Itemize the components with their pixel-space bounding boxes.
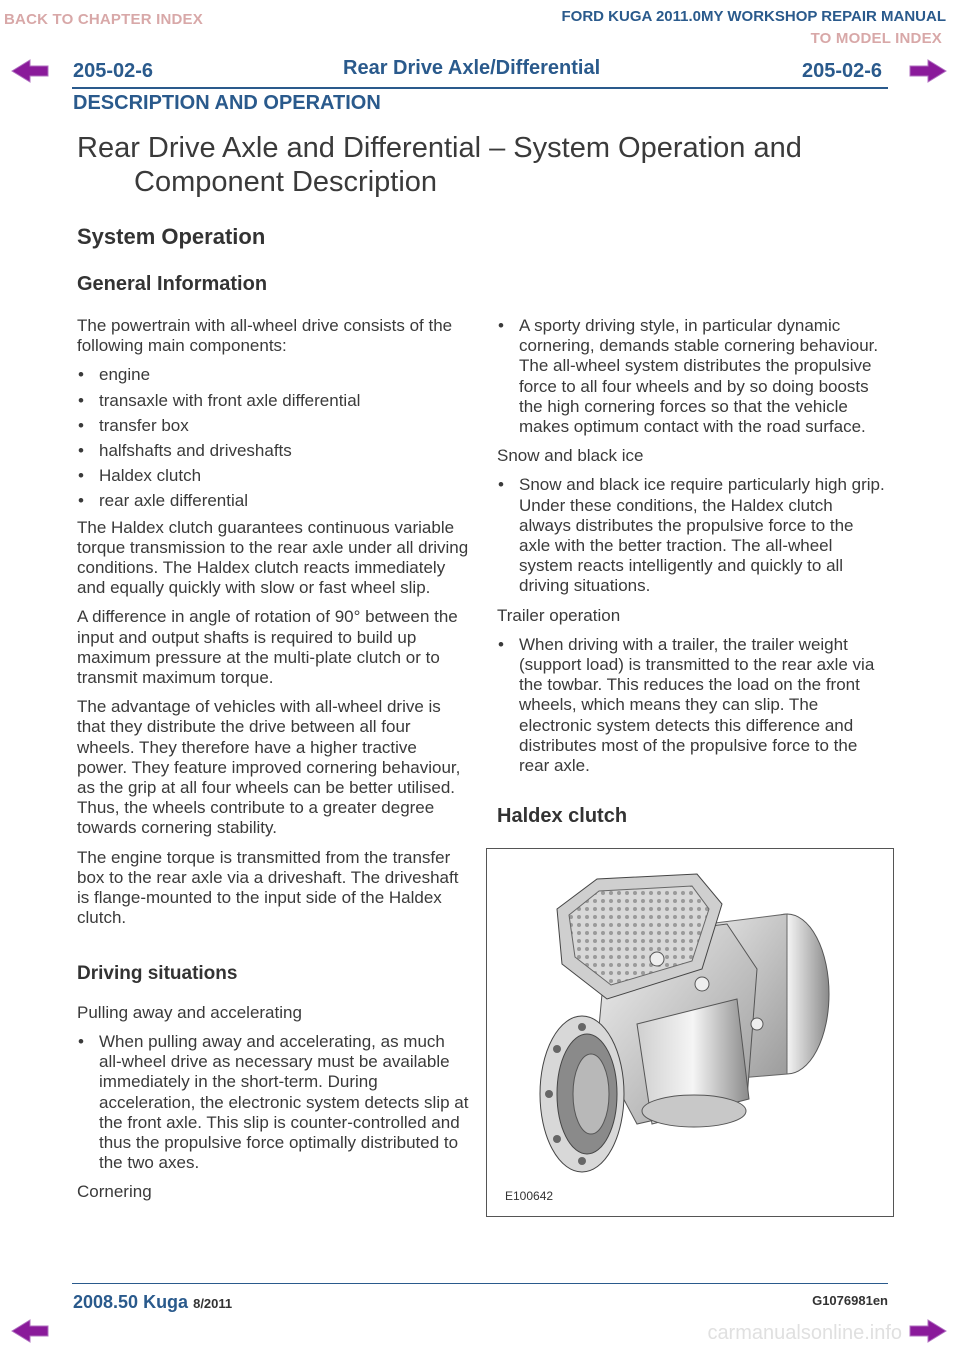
- list-item: • rear axle differential: [77, 491, 469, 511]
- paragraph: Cornering: [77, 1182, 152, 1202]
- list-item: • engine: [77, 365, 469, 385]
- section-title: Rear Drive Axle/Differential: [343, 57, 601, 79]
- footer-doc-code: G1076981en: [812, 1293, 888, 1308]
- back-to-chapter-link[interactable]: BACK TO CHAPTER INDEX: [4, 11, 203, 28]
- system-operation-heading: System Operation: [77, 224, 266, 249]
- page-title: [77, 131, 802, 199]
- paragraph: Trailer operation: [497, 605, 621, 625]
- paragraph: Snow and black ice: [497, 446, 644, 466]
- list-item: • Haldex clutch: [77, 466, 469, 486]
- paragraph: The engine torque is transmitted from the transfer box to the rear axle via a driveshaft. The driveshaft is flange-mounted to the input side of the Haldex clutch.: [77, 847, 459, 928]
- paragraph: A difference in angle of rotation of 90° between the input and output shafts is required to build up maximum pressure at the multi-plate clutch or to transmit maximum torque.: [77, 607, 458, 688]
- haldex-clutch-illustration: [487, 849, 893, 1216]
- list-item: • Snow and black ice require particularly high grip. Under these conditions, the Haldex clutch always distributes the propulsive force to the axle with the better traction. The all-wheel system reacts intelligently and quickly to all driving situations.: [497, 475, 889, 596]
- footer-date: 8/2011: [193, 1296, 233, 1311]
- right-column: [497, 316, 889, 785]
- list-item: • When pulling away and accelerating, as much all-wheel drive as necessary must be available immediately in the short-term. During acceleration, the electronic system detects slip at the front axle. This slip is counter-controlled and thus the propulsive force optimally distributed to the two axes.: [77, 1032, 469, 1173]
- driving-situations-heading: Driving situations: [77, 963, 238, 985]
- page-title-line1: Rear Drive Axle and Differential – System Operation and: [77, 132, 802, 164]
- page-code-right: 205-02-6: [802, 60, 883, 82]
- footer-model-name: 2008.50 Kuga: [73, 1292, 189, 1312]
- bullet-list: [497, 316, 889, 437]
- general-information-heading: General Information: [77, 273, 268, 295]
- section-subheading: DESCRIPTION AND OPERATION: [73, 92, 381, 114]
- haldex-clutch-heading: Haldex clutch: [497, 805, 628, 827]
- footer-model: [73, 1292, 232, 1313]
- paragraph: Pulling away and accelerating: [77, 1002, 302, 1022]
- next-page-arrow-icon[interactable]: [908, 58, 948, 84]
- page-code-left: 205-02-6: [73, 60, 154, 82]
- next-page-arrow-icon[interactable]: [908, 1318, 948, 1344]
- footer-rule: [72, 1283, 888, 1284]
- to-model-index-link[interactable]: TO MODEL INDEX: [810, 30, 942, 47]
- components-list: [77, 365, 469, 511]
- list-item: • When driving with a trailer, the trailer weight (support load) is transmitted to the rear axle via the towbar. This reduces the load on the front wheels, which means they can slip. The electronic system detects this difference and distributes most of the propulsive force to the rear axle.: [497, 635, 889, 776]
- paragraph: The Haldex clutch guarantees continuous variable torque transmission to the rear axle under all driving conditions. The Haldex clutch reacts immediately and equally quickly with slow or fast wheel slip.: [77, 517, 469, 598]
- header-rule: [72, 87, 888, 89]
- previous-page-arrow-icon[interactable]: [10, 58, 50, 84]
- bullet-list: [497, 635, 889, 776]
- bullet-list: [497, 475, 889, 596]
- list-item: • A sporty driving style, in particular dynamic cornering, demands stable cornering behaviour. The all-wheel system distributes the propulsive force to all four wheels and by so doing boosts the high cornering forces so that the vehicle makes optimum contact with the road surface.: [497, 316, 889, 437]
- left-column: [77, 316, 469, 1212]
- list-item: • transfer box: [77, 416, 469, 436]
- intro-paragraph: The powertrain with all-wheel drive consists of the following main components:: [77, 316, 453, 356]
- list-item: • halfshafts and driveshafts: [77, 441, 469, 461]
- watermark: carmanualsonline.info: [707, 1322, 902, 1344]
- bullet-list: [77, 1032, 469, 1173]
- paragraph: The advantage of vehicles with all-wheel drive is that they distribute the drive between all four wheels. They therefore have a higher tractive power. They feature improved cornering behaviour, as the grip at all four wheels can be better utilised. Thus, the wheels contribute to a greater degree towards cornering stability.: [77, 697, 461, 838]
- page-title-line2: Component Description: [134, 166, 438, 198]
- haldex-clutch-figure: [486, 848, 894, 1217]
- manual-title: FORD KUGA 2011.0MY WORKSHOP REPAIR MANUAL: [561, 8, 946, 25]
- previous-page-arrow-icon[interactable]: [10, 1318, 50, 1344]
- figure-id-label: E100642: [505, 1189, 554, 1203]
- list-item: • transaxle with front axle differential: [77, 391, 469, 411]
